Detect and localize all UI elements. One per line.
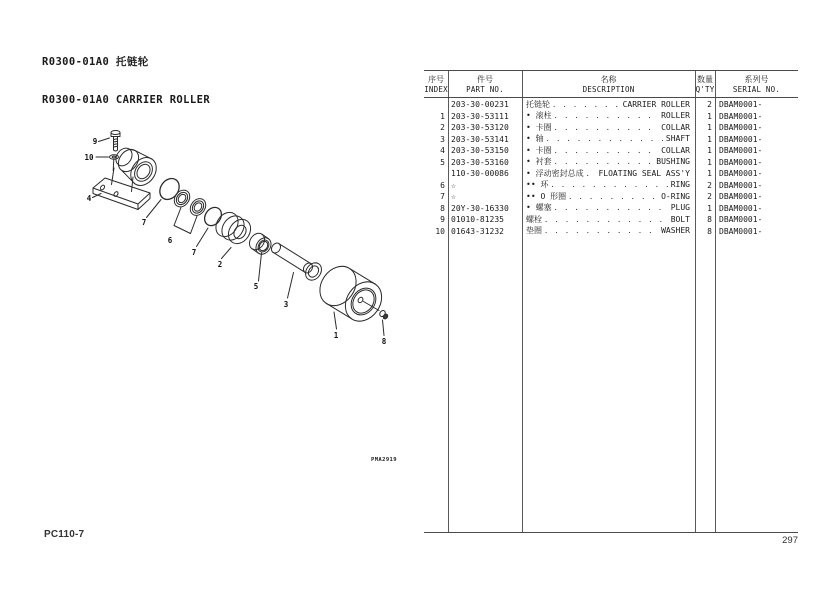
cell-index: 4 xyxy=(440,146,445,155)
description-en: PLUG xyxy=(670,203,690,212)
part-floating-seal xyxy=(171,187,209,233)
cell-qty: 1 xyxy=(707,203,712,213)
callout-6: 6 xyxy=(167,236,173,245)
table-row xyxy=(424,134,798,146)
exploded-view-diagram xyxy=(40,110,440,480)
table-row xyxy=(424,203,798,215)
cell-index: 2 xyxy=(440,123,445,132)
cell-qty: 8 xyxy=(707,226,712,236)
description-cn: • 卡圈 xyxy=(526,122,552,132)
description-cn: • 浮动密封总成 xyxy=(526,168,584,178)
cell-part-no: 203-30-53111 xyxy=(451,111,509,121)
cell-part-no: ☆ xyxy=(451,180,456,190)
figure-code: PMA2919 xyxy=(371,457,397,463)
callout-7-left: 7 xyxy=(141,218,147,227)
table-row xyxy=(424,99,798,111)
cell-serial-no: DBAM0001- xyxy=(719,100,763,109)
cell-qty: 1 xyxy=(707,157,712,167)
callout-1: 1 xyxy=(333,331,339,340)
callout-4: 4 xyxy=(86,194,92,203)
description-cn: • 滚柱 xyxy=(526,111,552,120)
cell-serial-no: DBAM0001- xyxy=(719,123,763,132)
cell-serial-no: DBAM0001- xyxy=(719,203,763,213)
part-collar-ribbed xyxy=(211,208,255,248)
cell-part-no: 01010-81235 xyxy=(451,215,504,224)
description-cn: •• O 形圈 xyxy=(526,191,567,201)
header-index xyxy=(424,71,448,97)
cell-part-no: 110-30-00086 xyxy=(451,169,509,178)
cell-qty: 2 xyxy=(707,192,712,201)
description-en: O-RING xyxy=(661,191,690,201)
part-roller xyxy=(312,259,389,328)
cell-serial-no: DBAM0001- xyxy=(719,180,763,190)
cell-serial-no: DBAM0001- xyxy=(719,111,763,121)
cell-part-no: 01643-31232 xyxy=(451,226,504,236)
description-cn: 垫圈 xyxy=(526,226,542,235)
cell-index: 5 xyxy=(440,157,445,167)
cell-index: 3 xyxy=(440,134,445,144)
cell-qty: 1 xyxy=(707,146,712,155)
table-row xyxy=(424,214,798,226)
cell-qty: 8 xyxy=(707,215,712,224)
cell-part-no: 203-30-53141 xyxy=(451,134,509,144)
header-index-cn: 序号 xyxy=(428,74,444,84)
table-row xyxy=(424,157,798,169)
cell-part-no: 203-30-00231 xyxy=(451,100,509,109)
cell-index: 6 xyxy=(440,180,445,190)
parts-table-rows xyxy=(424,99,798,237)
cell-serial-no: DBAM0001- xyxy=(719,215,763,224)
part-bracket xyxy=(93,145,162,209)
cell-index: 10 xyxy=(435,226,445,236)
header-qty-en: Q'TY xyxy=(695,84,715,94)
header-serial-cn: 系列号 xyxy=(744,74,769,84)
description-en: BOLT xyxy=(670,214,690,224)
header-part-cn: 件号 xyxy=(477,74,493,84)
description-cn: •• 环 xyxy=(526,180,549,189)
part-plug xyxy=(379,309,389,319)
cell-part-no: 20Y-30-16330 xyxy=(451,203,509,213)
title-line-en: R0300-01A0 CARRIER ROLLER xyxy=(42,93,211,106)
callout-2: 2 xyxy=(217,260,223,269)
cell-description xyxy=(522,225,695,238)
cell-part-no: 203-30-53160 xyxy=(451,157,509,167)
callout-5: 5 xyxy=(253,282,259,291)
description-en: RING xyxy=(670,180,690,189)
description-cn: 螺栓 xyxy=(526,214,542,224)
callout-3: 3 xyxy=(283,300,289,309)
table-row xyxy=(424,122,798,134)
description-en: SHAFT xyxy=(665,134,690,143)
description-en: CARRIER ROLLER xyxy=(622,99,690,109)
cell-serial-no: DBAM0001- xyxy=(719,146,763,155)
header-desc-en: DESCRIPTION xyxy=(582,84,635,94)
cell-qty: 1 xyxy=(707,111,712,121)
cell-serial-no: DBAM0001- xyxy=(719,226,763,236)
table-row xyxy=(424,180,798,192)
table-row xyxy=(424,226,798,238)
cell-part-no: 203-30-53150 xyxy=(451,146,509,155)
cell-serial-no: DBAM0001- xyxy=(719,134,763,144)
callout-9: 9 xyxy=(92,137,98,146)
cell-part-no: 203-30-53120 xyxy=(451,123,509,132)
parts-table xyxy=(424,70,798,533)
description-en: WASHER xyxy=(661,226,690,235)
callout-7-right: 7 xyxy=(191,248,197,257)
part-shaft xyxy=(270,241,325,283)
callout-10: 10 xyxy=(84,153,94,162)
header-part-no xyxy=(448,71,522,97)
description-cn: • 衬套 xyxy=(526,157,552,166)
part-collar-small xyxy=(246,230,274,257)
cell-serial-no: DBAM0001- xyxy=(719,169,763,178)
table-row xyxy=(424,145,798,157)
header-desc-cn: 名称 xyxy=(600,74,617,84)
page-number: 297 xyxy=(782,535,798,546)
cell-index: 8 xyxy=(440,203,445,213)
cell-serial-no: DBAM0001- xyxy=(719,157,763,167)
description-cn: 托链轮 xyxy=(526,99,550,109)
cell-qty: 1 xyxy=(707,169,712,178)
description-en: FLOATING SEAL ASS'Y xyxy=(598,168,690,178)
description-en: BUSHING xyxy=(656,157,690,166)
description-cn: • 螺塞 xyxy=(526,203,552,212)
part-bolt xyxy=(111,131,120,152)
callout-8: 8 xyxy=(381,337,387,346)
cell-qty: 1 xyxy=(707,123,712,132)
header-description xyxy=(522,71,695,97)
title-line-cn: R0300-01A0 托链轮 xyxy=(42,56,149,68)
cell-index: 9 xyxy=(440,215,445,224)
description-cn: • 卡圈 xyxy=(526,145,552,155)
description-en: COLLAR xyxy=(661,145,690,155)
cell-qty: 2 xyxy=(707,100,712,109)
header-qty xyxy=(695,71,715,97)
header-index-en: INDEX xyxy=(424,84,448,94)
cell-part-no: ☆ xyxy=(451,192,456,201)
description-en: COLLAR xyxy=(661,122,690,132)
description-en: ROLLER xyxy=(661,111,690,120)
cell-index: 1 xyxy=(440,111,445,121)
header-serial-en: SERIAL NO. xyxy=(732,84,781,94)
table-row xyxy=(424,111,798,123)
part-oring-left xyxy=(156,175,183,203)
header-qty-cn: 数量 xyxy=(697,74,713,84)
header-part-en: PART NO. xyxy=(466,84,504,94)
table-row xyxy=(424,168,798,180)
table-row xyxy=(424,191,798,203)
table-header xyxy=(424,71,798,98)
description-cn: • 轴 xyxy=(526,134,544,143)
header-serial xyxy=(715,71,798,97)
model-code: PC110-7 xyxy=(44,529,85,540)
cell-qty: 1 xyxy=(707,134,712,144)
cell-qty: 2 xyxy=(707,180,712,190)
dot-leader xyxy=(544,226,659,238)
cell-index: 7 xyxy=(440,192,445,201)
cell-serial-no: DBAM0001- xyxy=(719,192,763,201)
